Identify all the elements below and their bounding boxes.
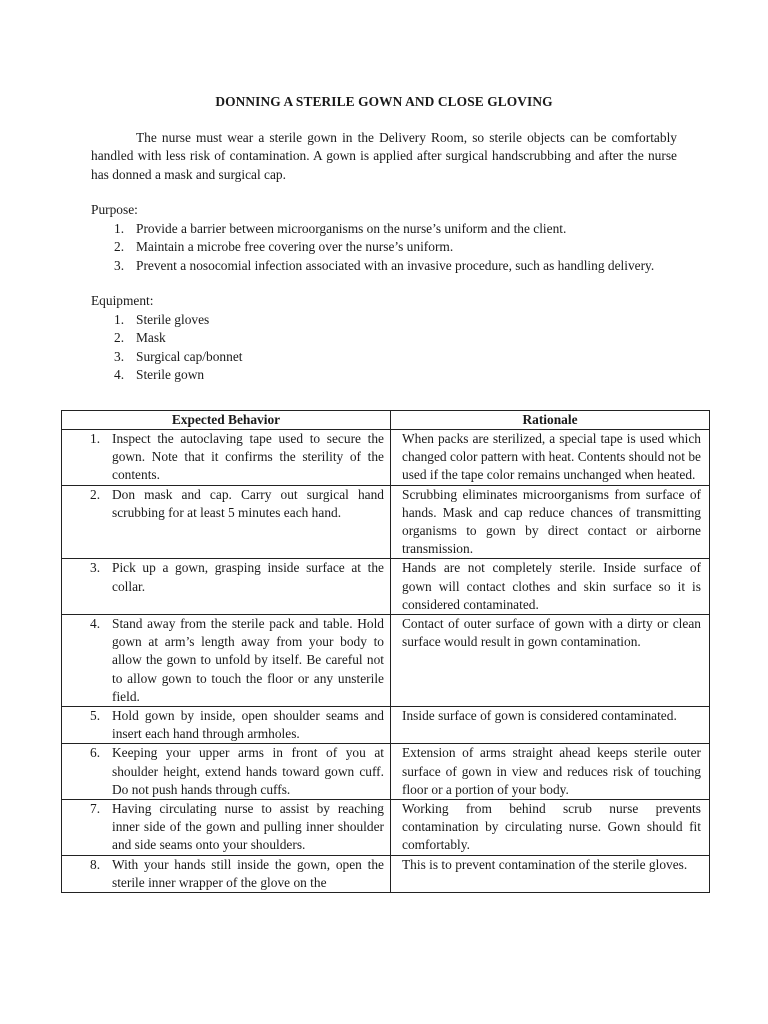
rationale-cell: Hands are not completely sterile. Inside surface of gown will contact clothes and skin surface so it is considered contaminated. bbox=[391, 559, 710, 615]
rationale-cell: This is to prevent contamination of the sterile gloves. bbox=[391, 855, 710, 892]
rationale-cell: Extension of arms straight ahead keeps sterile outer surface of gown in view and reduces risk of touching floor or a portion of your body. bbox=[391, 744, 710, 800]
step-number: 7. bbox=[90, 801, 101, 817]
purpose-list bbox=[91, 220, 677, 276]
equipment-item-text: Sterile gloves bbox=[136, 311, 210, 327]
document-page bbox=[91, 93, 677, 402]
table-row bbox=[62, 615, 710, 707]
behavior-text: Inspect the autoclaving tape used to secure the gown. Note that it confirms the sterility of the contents. bbox=[112, 431, 384, 483]
header-rationale: Rationale bbox=[391, 411, 710, 430]
equipment-item bbox=[91, 311, 677, 330]
purpose-item bbox=[91, 220, 677, 239]
step-number: 5. bbox=[90, 708, 101, 724]
purpose-item-text: Maintain a microbe free covering over the nurse’s uniform. bbox=[136, 239, 454, 254]
purpose-item bbox=[91, 238, 677, 257]
purpose-label: Purpose: bbox=[91, 202, 138, 217]
behavior-text: Don mask and cap. Carry out surgical hand scrubbing for at least 5 minutes each hand. bbox=[112, 486, 384, 520]
procedure-table-container bbox=[61, 410, 709, 893]
rationale-cell: When packs are sterilized, a special tape is used which changed color pattern with heat. Contents should not be used if the tape color remains unchanged when heated. bbox=[391, 430, 710, 486]
step-number: 6. bbox=[90, 745, 101, 761]
header-expected-behavior: Expected Behavior bbox=[62, 411, 391, 430]
table-row bbox=[62, 744, 710, 800]
document-title: DONNING A STERILE GOWN AND CLOSE GLOVING bbox=[215, 94, 553, 109]
equipment-item bbox=[91, 348, 677, 367]
step-number: 8. bbox=[90, 856, 101, 872]
table-row bbox=[62, 559, 710, 615]
behavior-cell bbox=[62, 430, 391, 486]
intro-paragraph: The nurse must wear a sterile gown in the Delivery Room, so sterile objects can be comfortably handled with less risk of contamination. A gown is applied after surgical handscrubbing and after the nurse has donned a mask and surgical cap. bbox=[91, 129, 677, 182]
table-header-row bbox=[62, 411, 710, 430]
behavior-cell bbox=[62, 485, 391, 559]
equipment-list bbox=[91, 311, 677, 385]
behavior-cell bbox=[62, 707, 391, 744]
purpose-item bbox=[91, 257, 677, 276]
behavior-cell bbox=[62, 855, 391, 892]
behavior-text: Hold gown by inside, open shoulder seams and insert each hand through armholes. bbox=[112, 708, 384, 742]
rationale-cell: Contact of outer surface of gown with a dirty or clean surface would result in gown contamination. bbox=[391, 615, 710, 707]
purpose-item-text: Provide a barrier between microorganisms on the nurse’s uniform and the client. bbox=[136, 220, 567, 236]
table-row bbox=[62, 707, 710, 744]
table-row bbox=[62, 430, 710, 486]
equipment-item-text: Surgical cap/bonnet bbox=[136, 348, 243, 364]
purpose-item-number: 1. bbox=[114, 220, 125, 236]
equipment-label: Equipment: bbox=[91, 293, 154, 308]
table-row bbox=[62, 855, 710, 892]
step-number: 4. bbox=[90, 616, 101, 632]
equipment-item bbox=[91, 329, 677, 348]
step-number: 2. bbox=[90, 486, 101, 502]
step-number: 1. bbox=[90, 431, 101, 446]
behavior-text: Stand away from the sterile pack and table. Hold gown at arm’s length away from your body to allow the gown to unfold by itself. Be careful not to allow gown to touch the floor or any unsterile field. bbox=[112, 616, 384, 704]
rationale-cell: Inside surface of gown is considered contaminated. bbox=[391, 707, 710, 744]
rationale-cell: Working from behind scrub nurse prevents contamination by circulating nurse. Gown should fit comfortably. bbox=[391, 800, 710, 856]
purpose-item-number: 3. bbox=[114, 257, 125, 273]
equipment-item-number: 3. bbox=[114, 348, 125, 364]
behavior-cell bbox=[62, 744, 391, 800]
table-row bbox=[62, 485, 710, 559]
behavior-cell bbox=[62, 559, 391, 615]
rationale-cell: Scrubbing eliminates microorganisms from surface of hands. Mask and cap reduce chances of transmitting organisms to gown by direct contact or airborne transmission. bbox=[391, 485, 710, 559]
procedure-table bbox=[61, 410, 710, 893]
purpose-item-number: 2. bbox=[114, 239, 125, 254]
equipment-item bbox=[91, 366, 677, 385]
step-number: 3. bbox=[90, 560, 101, 576]
equipment-item-text: Mask bbox=[136, 330, 166, 345]
equipment-item-number: 1. bbox=[114, 311, 125, 327]
behavior-text: Pick up a gown, grasping inside surface at the collar. bbox=[112, 560, 384, 594]
equipment-item-number: 4. bbox=[114, 367, 125, 382]
equipment-item-number: 2. bbox=[114, 330, 125, 345]
behavior-cell bbox=[62, 800, 391, 856]
behavior-text: Having circulating nurse to assist by reaching inner side of the gown and pulling inner shoulder and side seams onto your shoulders. bbox=[112, 801, 384, 853]
behavior-text: Keeping your upper arms in front of you at shoulder height, extend hands toward gown cuff. Do not push hands through cuffs. bbox=[112, 745, 384, 797]
behavior-text: With your hands still inside the gown, open the sterile inner wrapper of the glove on the bbox=[112, 856, 384, 890]
behavior-cell bbox=[62, 615, 391, 707]
equipment-item-text: Sterile gown bbox=[136, 367, 205, 382]
purpose-item-text: Prevent a nosocomial infection associated with an invasive procedure, such as handling delivery. bbox=[136, 257, 655, 273]
table-row bbox=[62, 800, 710, 856]
